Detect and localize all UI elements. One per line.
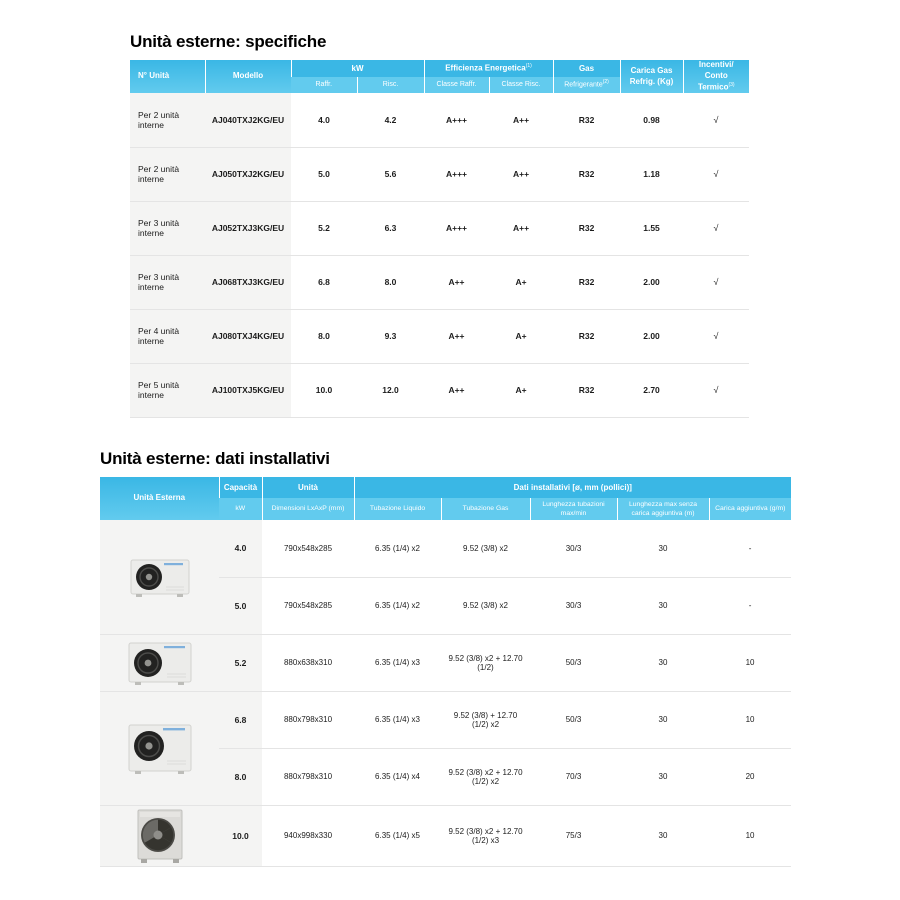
cell-dimensioni: 790x548x285 <box>262 577 354 634</box>
cell-n-unita: Per 3 unità interne <box>130 201 205 255</box>
cell-carica: 1.18 <box>620 147 683 201</box>
cell-lunghezza-tubazioni: 50/3 <box>530 634 617 691</box>
cell-incentivi-check: √ <box>683 309 749 363</box>
cell-gas: R32 <box>553 93 620 147</box>
cell-carica-aggiuntiva: - <box>709 520 791 577</box>
cell-incentivi-check: √ <box>683 93 749 147</box>
cell-tubazione-liquido: 6.35 (1/4) x3 <box>354 691 441 748</box>
cell-lunghezza-senza-carica: 30 <box>617 634 709 691</box>
install-table-header <box>100 477 791 520</box>
cell-gas: R32 <box>553 201 620 255</box>
header-modello: Modello <box>205 60 291 93</box>
cell-modello: AJ050TXJ2KG/EU <box>205 147 291 201</box>
cell-lunghezza-senza-carica: 30 <box>617 805 709 866</box>
header-carica-gas: Carica Gas Refrig. (Kg) <box>620 60 683 93</box>
cell-tubazione-gas: 9.52 (3/8) x2 <box>441 520 530 577</box>
incentivi-line2: Conto Termico$^{(3)}$ <box>697 70 735 92</box>
cell-classe-raffr: A+++ <box>424 147 489 201</box>
install-table-title: Unità esterne: dati installativi <box>100 449 330 468</box>
cell-tubazione-gas: 9.52 (3/8) + 12.70 (1/2) x2 <box>441 691 530 748</box>
cell-capacita: 10.0 <box>219 805 262 866</box>
cell-carica: 1.55 <box>620 201 683 255</box>
subheader-classe-raffr: Classe Raffr. <box>424 77 489 94</box>
cell-classe-raffr: A++ <box>424 309 489 363</box>
subheader-classe-risc: Classe Risc. <box>489 77 553 94</box>
cell-tubazione-liquido: 6.35 (1/4) x3 <box>354 634 441 691</box>
cell-capacita: 8.0 <box>219 748 262 805</box>
cell-carica: 2.70 <box>620 363 683 417</box>
cell-lunghezza-senza-carica: 30 <box>617 520 709 577</box>
cell-carica: 2.00 <box>620 255 683 309</box>
cell-gas: R32 <box>553 363 620 417</box>
install-row <box>100 691 791 748</box>
subheader-carica-aggiuntiva: Carica aggiuntiva (g/m) <box>709 498 791 520</box>
install-section <box>100 449 791 867</box>
subheader-refrigerante: Refrigerante$^{(2)}$ <box>553 77 620 94</box>
cell-n-unita: Per 2 unità interne <box>130 93 205 147</box>
specs-row <box>130 93 749 147</box>
subheader-tubazione-gas: Tubazione Gas <box>441 498 530 520</box>
install-row <box>100 805 791 866</box>
subheader-risc: Risc. <box>357 77 424 94</box>
cell-tubazione-liquido: 6.35 (1/4) x2 <box>354 577 441 634</box>
specs-table <box>130 60 749 418</box>
cell-n-unita: Per 5 unità interne <box>130 363 205 417</box>
cell-carica-aggiuntiva: 10 <box>709 805 791 866</box>
cell-modello: AJ080TXJ4KG/EU <box>205 309 291 363</box>
specs-row <box>130 147 749 201</box>
cell-dimensioni: 880x798x310 <box>262 691 354 748</box>
cell-classe-raffr: A++ <box>424 255 489 309</box>
subheader-kw: kW <box>219 498 262 520</box>
cell-carica: 2.00 <box>620 309 683 363</box>
cell-modello: AJ100TXJ5KG/EU <box>205 363 291 417</box>
outdoor-unit-medium-image <box>100 634 219 691</box>
cell-lunghezza-senza-carica: 30 <box>617 577 709 634</box>
cell-lunghezza-tubazioni: 30/3 <box>530 577 617 634</box>
cell-dimensioni: 880x638x310 <box>262 634 354 691</box>
header-group-unita: Unità <box>262 477 354 498</box>
cell-capacita: 6.8 <box>219 691 262 748</box>
cell-kw-risc: 6.3 <box>357 201 424 255</box>
subheader-lunghezza-senza-carica: Lunghezza max senza carica aggiuntiva (m) <box>617 498 709 520</box>
cell-classe-raffr: A++ <box>424 363 489 417</box>
cell-kw-raffr: 10.0 <box>291 363 357 417</box>
cell-tubazione-gas: 9.52 (3/8) x2 + 12.70 (1/2) x2 <box>441 748 530 805</box>
specs-row <box>130 363 749 417</box>
cell-classe-risc: A++ <box>489 201 553 255</box>
cell-kw-risc: 12.0 <box>357 363 424 417</box>
cell-carica: 0.98 <box>620 93 683 147</box>
cell-tubazione-liquido: 6.35 (1/4) x5 <box>354 805 441 866</box>
incentivi-line1: Incentivi/ <box>698 60 734 69</box>
cell-tubazione-gas: 9.52 (3/8) x2 + 12.70 (1/2) x3 <box>441 805 530 866</box>
cell-kw-risc: 9.3 <box>357 309 424 363</box>
cell-carica-aggiuntiva: - <box>709 577 791 634</box>
cell-lunghezza-senza-carica: 30 <box>617 748 709 805</box>
refrigerante-footnote: (2) <box>602 79 609 86</box>
cell-incentivi-check: √ <box>683 255 749 309</box>
specs-table-title: Unità esterne: specifiche <box>130 32 327 51</box>
cell-carica-aggiuntiva: 10 <box>709 634 791 691</box>
cell-classe-risc: A+ <box>489 309 553 363</box>
cell-kw-risc: 4.2 <box>357 93 424 147</box>
cell-lunghezza-tubazioni: 50/3 <box>530 691 617 748</box>
cell-n-unita: Per 4 unità interne <box>130 309 205 363</box>
specs-table-header <box>130 60 749 93</box>
cell-classe-raffr: A+++ <box>424 201 489 255</box>
cell-kw-risc: 8.0 <box>357 255 424 309</box>
cell-gas: R32 <box>553 309 620 363</box>
subheader-tubazione-liquido: Tubazione Liquido <box>354 498 441 520</box>
cell-lunghezza-senza-carica: 30 <box>617 691 709 748</box>
cell-capacita: 5.2 <box>219 634 262 691</box>
cell-tubazione-gas: 9.52 (3/8) x2 + 12.70 (1/2) <box>441 634 530 691</box>
cell-lunghezza-tubazioni: 75/3 <box>530 805 617 866</box>
cell-dimensioni: 790x548x285 <box>262 520 354 577</box>
cell-capacita: 5.0 <box>219 577 262 634</box>
incentivi-footnote: (3) <box>728 81 735 88</box>
cell-kw-raffr: 5.2 <box>291 201 357 255</box>
cell-carica-aggiuntiva: 20 <box>709 748 791 805</box>
cell-n-unita: Per 3 unità interne <box>130 255 205 309</box>
outdoor-unit-large-image <box>100 805 219 866</box>
cell-classe-risc: A++ <box>489 147 553 201</box>
cell-dimensioni: 880x798x310 <box>262 748 354 805</box>
install-row <box>100 634 791 691</box>
cell-kw-raffr: 4.0 <box>291 93 357 147</box>
cell-modello: AJ040TXJ2KG/EU <box>205 93 291 147</box>
cell-tubazione-liquido: 6.35 (1/4) x2 <box>354 520 441 577</box>
install-row <box>100 520 791 577</box>
outdoor-unit-tall-image <box>100 691 219 805</box>
cell-lunghezza-tubazioni: 70/3 <box>530 748 617 805</box>
cell-n-unita: Per 2 unità interne <box>130 147 205 201</box>
efficienza-label: Efficienza Energetica <box>445 64 526 74</box>
cell-kw-raffr: 5.0 <box>291 147 357 201</box>
cell-lunghezza-tubazioni: 30/3 <box>530 520 617 577</box>
header-group-dati-installativi: Dati installativi [ø, mm (pollici)] <box>354 477 791 498</box>
cell-incentivi-check: √ <box>683 201 749 255</box>
cell-capacita: 4.0 <box>219 520 262 577</box>
subheader-dimensioni: Dimensioni LxAxP (mm) <box>262 498 354 520</box>
cell-tubazione-liquido: 6.35 (1/4) x4 <box>354 748 441 805</box>
cell-modello: AJ052TXJ3KG/EU <box>205 201 291 255</box>
cell-kw-raffr: 8.0 <box>291 309 357 363</box>
specs-row <box>130 309 749 363</box>
cell-tubazione-gas: 9.52 (3/8) x2 <box>441 577 530 634</box>
cell-modello: AJ068TXJ3KG/EU <box>205 255 291 309</box>
header-group-kw: kW <box>291 60 424 77</box>
header-incentivi <box>683 60 749 93</box>
subheader-raffr: Raffr. <box>291 77 357 94</box>
header-unita-esterna: Unità Esterna <box>100 477 219 520</box>
cell-kw-raffr: 6.8 <box>291 255 357 309</box>
subheader-lunghezza-tubazioni: Lunghezza tubazioni max/min <box>530 498 617 520</box>
specs-row <box>130 255 749 309</box>
cell-classe-raffr: A+++ <box>424 93 489 147</box>
outdoor-unit-small-image <box>100 520 219 634</box>
cell-kw-risc: 5.6 <box>357 147 424 201</box>
cell-classe-risc: A++ <box>489 93 553 147</box>
cell-classe-risc: A+ <box>489 255 553 309</box>
cell-incentivi-check: √ <box>683 147 749 201</box>
header-n-unita: N° Unità <box>130 60 205 93</box>
header-group-gas: Gas <box>553 60 620 77</box>
cell-gas: R32 <box>553 147 620 201</box>
cell-carica-aggiuntiva: 10 <box>709 691 791 748</box>
specs-row <box>130 201 749 255</box>
header-group-efficienza <box>424 60 553 77</box>
install-table <box>100 477 791 867</box>
cell-gas: R32 <box>553 255 620 309</box>
cell-classe-risc: A+ <box>489 363 553 417</box>
efficienza-footnote: (1) <box>525 63 532 70</box>
cell-dimensioni: 940x998x330 <box>262 805 354 866</box>
header-group-capacita: Capacità <box>219 477 262 498</box>
specs-section <box>130 32 749 418</box>
cell-incentivi-check: √ <box>683 363 749 417</box>
